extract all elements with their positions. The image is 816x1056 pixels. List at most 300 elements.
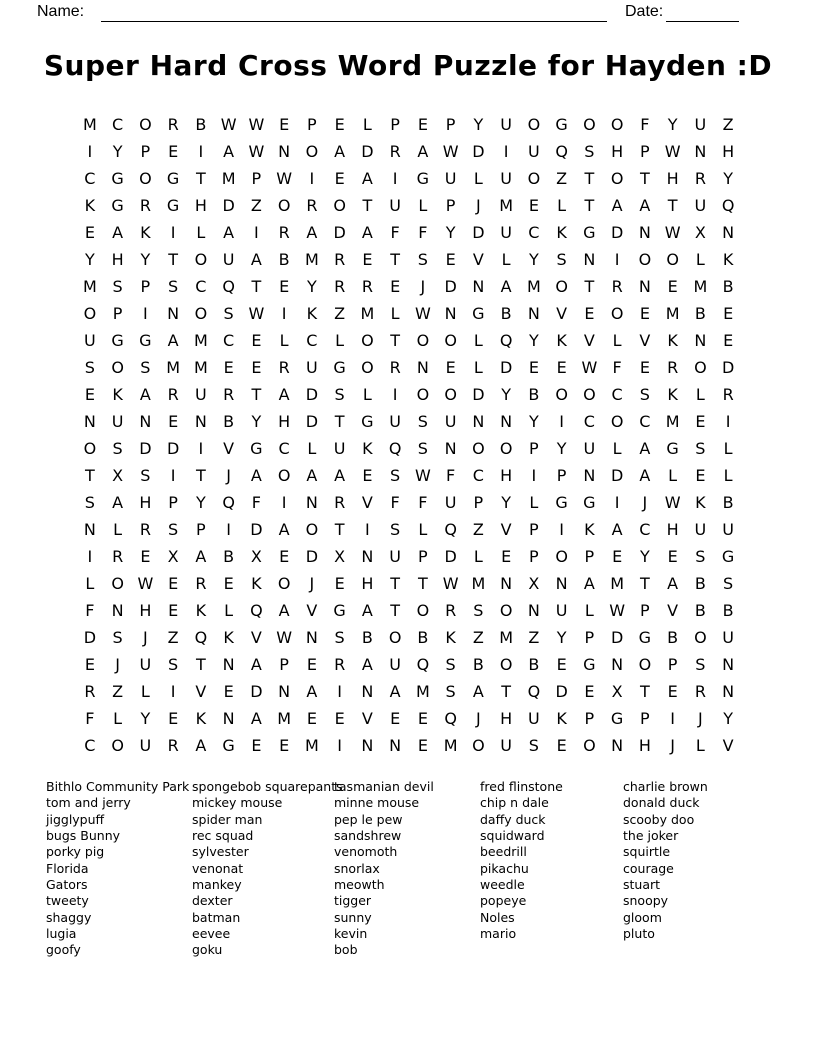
grid-letter: S xyxy=(390,466,401,486)
name-label: Name: xyxy=(37,3,85,20)
grid-letter: W xyxy=(664,222,681,242)
grid-letter: R xyxy=(694,168,706,188)
grid-letter: E xyxy=(279,547,290,567)
grid-letter: R xyxy=(611,276,623,296)
grid-letter: O xyxy=(583,736,596,756)
grid-letter: O xyxy=(610,168,624,188)
grid-letter: F xyxy=(390,222,400,242)
grid-letter: D xyxy=(610,466,624,486)
grid-letter: R xyxy=(278,222,290,242)
date-label: Date: xyxy=(625,3,664,20)
grid-letter: Y xyxy=(556,628,567,648)
grid-letter: O xyxy=(527,114,541,134)
grid-letter: I xyxy=(503,141,509,161)
grid-letter: M xyxy=(499,195,514,215)
word-list-item: donald duck xyxy=(623,795,700,811)
grid-letter: G xyxy=(333,601,346,621)
grid-letter: L xyxy=(723,466,733,486)
grid-letter: L xyxy=(113,520,123,540)
grid-letter: P xyxy=(473,493,484,513)
grid-letter: Y xyxy=(251,411,262,431)
grid-letter: H xyxy=(611,141,624,161)
grid-letter: D xyxy=(610,222,624,242)
grid-letter: N xyxy=(194,411,207,431)
grid-letter: O xyxy=(83,439,97,458)
grid-letter: K xyxy=(556,330,567,350)
grid-letter: O xyxy=(139,168,152,188)
grid-letter: B xyxy=(500,303,512,323)
grid-letter: E xyxy=(445,357,456,377)
grid-letter: O xyxy=(416,384,430,404)
grid-letter: U xyxy=(139,655,152,675)
grid-letter: Y xyxy=(528,411,539,431)
grid-letter: F xyxy=(418,493,428,513)
grid-letter: O xyxy=(694,357,707,377)
grid-letter: X xyxy=(112,466,124,486)
grid-letter: Y xyxy=(195,493,206,513)
grid-letter: B xyxy=(694,574,706,594)
grid-letter: T xyxy=(417,574,428,594)
grid-letter: F xyxy=(446,466,456,486)
grid-letter: N xyxy=(611,736,624,756)
grid-letter: H xyxy=(500,466,513,486)
grid-letter: I xyxy=(254,222,259,242)
grid-letter: S xyxy=(112,276,123,296)
word-list-item: shaggy xyxy=(46,909,92,925)
grid-letter: I xyxy=(87,547,93,567)
grid-letter: E xyxy=(667,547,678,567)
grid-letter: U xyxy=(500,168,512,188)
grid-letter: A xyxy=(223,141,235,161)
grid-letter: T xyxy=(195,466,206,486)
grid-letter: P xyxy=(556,466,567,486)
grid-letter: R xyxy=(389,357,401,377)
word-list-item: sylvester xyxy=(192,844,249,860)
grid-letter: P xyxy=(584,628,595,648)
grid-letter: O xyxy=(139,114,152,134)
grid-letter: T xyxy=(390,601,401,621)
grid-letter: P xyxy=(112,303,123,323)
grid-letter: T xyxy=(195,168,206,188)
grid-letter: R xyxy=(722,384,734,404)
grid-letter: J xyxy=(698,709,703,729)
grid-letter: N xyxy=(611,655,624,675)
grid-letter: I xyxy=(226,520,231,540)
grid-letter: S xyxy=(417,411,428,431)
grid-letter: E xyxy=(251,736,262,756)
grid-letter: U xyxy=(500,222,512,242)
grid-letter: J xyxy=(309,574,315,594)
grid-letter: U xyxy=(444,411,457,431)
grid-letter: H xyxy=(194,195,207,215)
grid-letter: O xyxy=(194,303,208,323)
grid-letter: Q xyxy=(250,601,263,621)
grid-letter: R xyxy=(306,195,318,215)
grid-letter: X xyxy=(611,682,623,702)
word-list-item: tasmanian devil xyxy=(334,779,434,794)
grid-letter: G xyxy=(166,195,180,215)
grid-letter: A xyxy=(334,141,346,161)
grid-letter: E xyxy=(556,736,567,756)
grid-letter: C xyxy=(195,276,207,296)
grid-letter: E xyxy=(168,574,179,594)
grid-letter: S xyxy=(556,249,567,269)
grid-letter: R xyxy=(139,520,151,540)
grid-letter: G xyxy=(610,709,624,729)
grid-letter: O xyxy=(305,520,319,540)
grid-letter: F xyxy=(390,493,400,513)
grid-letter: R xyxy=(195,574,207,594)
grid-letter: T xyxy=(195,655,206,675)
word-list-column xyxy=(480,779,563,942)
grid-letter: A xyxy=(278,384,290,404)
grid-letter: S xyxy=(445,655,456,675)
grid-letter: A xyxy=(389,682,401,702)
grid-letter: D xyxy=(444,276,457,296)
grid-letter: J xyxy=(420,276,426,296)
name-blank-line xyxy=(101,0,607,22)
grid-letter: G xyxy=(555,493,568,513)
grid-letter: Y xyxy=(528,249,539,269)
grid-letter: G xyxy=(222,736,235,756)
grid-letter: E xyxy=(528,195,539,215)
grid-letter: P xyxy=(140,141,151,161)
grid-letter: Q xyxy=(527,682,541,702)
grid-letter: S xyxy=(334,384,345,404)
grid-letter: L xyxy=(279,330,289,350)
grid-letter: J xyxy=(143,628,148,648)
word-list-item: venonat xyxy=(192,860,244,876)
grid-letter: P xyxy=(279,655,289,675)
grid-letter: L xyxy=(473,357,483,377)
grid-letter: E xyxy=(556,357,567,377)
grid-letter: P xyxy=(529,439,539,458)
grid-letter: O xyxy=(583,384,596,404)
grid-letter: M xyxy=(304,736,319,756)
grid-letter: C xyxy=(84,168,96,188)
grid-letter: H xyxy=(139,601,152,621)
grid-letter: D xyxy=(83,628,97,648)
grid-letter: R xyxy=(112,547,124,567)
grid-letter: P xyxy=(640,709,650,729)
grid-letter: C xyxy=(278,439,290,458)
grid-letter: B xyxy=(361,628,373,648)
grid-letter: E xyxy=(723,330,734,350)
grid-letter: O xyxy=(333,195,346,215)
word-list-item: spongebob squarepants xyxy=(192,779,343,794)
grid-letter: W xyxy=(414,303,431,323)
word-list-item: fred flinstone xyxy=(480,779,563,794)
word-list-item: Noles xyxy=(480,909,515,925)
grid-letter: V xyxy=(472,249,484,269)
grid-letter: W xyxy=(276,168,293,188)
grid-letter: K xyxy=(556,222,567,242)
word-list xyxy=(46,779,786,964)
grid-letter: L xyxy=(140,682,150,702)
grid-letter: G xyxy=(666,439,679,458)
grid-letter: M xyxy=(499,628,514,648)
grid-letter: E xyxy=(639,357,650,377)
grid-letter: V xyxy=(361,493,373,513)
grid-letter: U xyxy=(583,439,596,458)
grid-letter: P xyxy=(418,547,428,567)
grid-letter: R xyxy=(334,493,346,513)
grid-letter: A xyxy=(306,222,318,242)
grid-letter: L xyxy=(473,547,483,567)
grid-letter: J xyxy=(670,736,675,756)
word-list-item: Florida xyxy=(46,860,89,876)
grid-letter: P xyxy=(168,493,178,513)
grid-letter: A xyxy=(223,222,235,242)
grid-letter: E xyxy=(251,330,262,350)
grid-letter: Z xyxy=(472,520,484,540)
grid-letter: P xyxy=(445,195,456,215)
grid-letter: D xyxy=(250,682,263,702)
grid-letter: A xyxy=(195,547,207,567)
grid-letter: J xyxy=(642,493,648,513)
grid-letter: P xyxy=(140,276,151,296)
grid-letter: D xyxy=(444,547,457,567)
grid-letter: S xyxy=(168,276,179,296)
grid-letter: J xyxy=(476,709,481,729)
grid-letter: M xyxy=(193,357,208,377)
grid-letter: T xyxy=(584,168,595,188)
grid-letter: H xyxy=(278,411,291,431)
grid-letter: D xyxy=(610,628,624,648)
word-list-column xyxy=(192,779,343,959)
grid-letter: N xyxy=(416,357,429,377)
word-list-item: goofy xyxy=(46,942,81,958)
grid-letter: E xyxy=(168,709,179,729)
word-list-item: Gators xyxy=(46,877,88,893)
grid-letter: C xyxy=(639,520,651,540)
grid-letter: A xyxy=(250,709,262,729)
grid-letter: N xyxy=(722,682,735,702)
grid-letter: W xyxy=(248,141,265,161)
grid-letter: Y xyxy=(84,249,95,269)
word-list-item: mickey mouse xyxy=(192,795,283,811)
grid-letter: O xyxy=(277,574,291,594)
grid-letter: O xyxy=(666,249,679,269)
grid-letter: D xyxy=(499,357,513,377)
word-list-item: snoopy xyxy=(623,893,669,909)
grid-letter: J xyxy=(476,195,481,215)
grid-letter: I xyxy=(531,466,537,486)
grid-letter: G xyxy=(416,168,430,188)
grid-letter: O xyxy=(361,330,374,350)
grid-letter: W xyxy=(664,141,681,161)
grid-letter: C xyxy=(306,330,318,350)
grid-letter: T xyxy=(251,276,262,296)
grid-letter: U xyxy=(444,168,457,188)
grid-letter: Y xyxy=(667,114,678,134)
grid-letter: S xyxy=(473,601,484,621)
word-list-item: lugia xyxy=(46,926,77,942)
grid-letter: I xyxy=(392,384,398,404)
grid-letter: T xyxy=(84,466,95,486)
grid-letter: A xyxy=(361,168,373,188)
grid-letter: Z xyxy=(112,682,124,702)
grid-letter: T xyxy=(168,249,179,269)
word-list-item: beedrill xyxy=(480,844,527,860)
grid-letter: V xyxy=(667,601,679,621)
word-list-item: mankey xyxy=(192,877,242,893)
grid-letter: E xyxy=(334,709,345,729)
grid-letter: I xyxy=(337,682,342,702)
grid-letter: E xyxy=(556,655,567,675)
grid-letter: A xyxy=(139,384,151,404)
word-list-item: sunny xyxy=(334,909,372,925)
grid-letter: K xyxy=(362,439,373,458)
grid-letter: R xyxy=(334,655,346,675)
grid-letter: T xyxy=(334,520,345,540)
grid-letter: P xyxy=(307,114,317,134)
word-list-item: pluto xyxy=(623,926,655,942)
grid-letter: M xyxy=(304,249,319,269)
grid-letter: W xyxy=(248,114,265,134)
grid-letter: L xyxy=(196,222,206,242)
grid-letter: Q xyxy=(222,276,235,296)
grid-letter: W xyxy=(220,114,237,134)
grid-letter: D xyxy=(222,195,235,215)
grid-letter: U xyxy=(722,628,734,648)
grid-letter: W xyxy=(581,357,598,377)
grid-letter: U xyxy=(222,249,235,269)
grid-letter: S xyxy=(84,493,95,513)
grid-letter: M xyxy=(693,276,708,296)
word-list-item: spider man xyxy=(192,811,263,827)
grid-letter: R xyxy=(167,736,179,756)
grid-letter: T xyxy=(362,195,373,215)
grid-letter: C xyxy=(528,222,540,242)
word-list-item: bugs Bunny xyxy=(46,828,121,844)
grid-letter: H xyxy=(111,249,124,269)
word-list-item: dexter xyxy=(192,893,233,909)
grid-letter: Z xyxy=(167,628,179,648)
grid-letter: H xyxy=(139,493,152,513)
grid-letter: O xyxy=(111,357,124,377)
grid-letter: N xyxy=(500,411,513,431)
grid-letter: I xyxy=(170,466,176,486)
grid-letter: E xyxy=(390,276,401,296)
grid-letter: U xyxy=(694,114,707,134)
grid-letter: O xyxy=(499,601,513,621)
grid-letter: O xyxy=(555,547,568,567)
grid-letter: U xyxy=(528,709,540,729)
grid-letter: S xyxy=(334,628,345,648)
grid-letter: Z xyxy=(722,114,734,134)
grid-letter: G xyxy=(166,168,180,188)
grid-letter: N xyxy=(583,249,596,269)
grid-letter: A xyxy=(334,466,346,486)
grid-letter: I xyxy=(614,493,620,513)
grid-letter: T xyxy=(584,195,595,215)
grid-letter: G xyxy=(721,547,735,567)
grid-letter: O xyxy=(472,439,485,458)
grid-letter: A xyxy=(667,574,679,594)
grid-letter: K xyxy=(695,493,706,513)
grid-letter: Q xyxy=(499,330,513,350)
grid-letter: K xyxy=(140,222,151,242)
grid-letter: Y xyxy=(501,384,512,404)
grid-letter: N xyxy=(472,411,485,431)
grid-letter: E xyxy=(695,411,706,431)
grid-letter: V xyxy=(195,682,207,702)
word-list-column xyxy=(46,779,189,959)
grid-letter: Y xyxy=(445,222,456,242)
grid-letter: N xyxy=(444,303,457,323)
grid-letter: U xyxy=(389,547,401,567)
grid-letter: S xyxy=(417,249,428,269)
grid-letter: E xyxy=(306,709,317,729)
grid-letter: N xyxy=(361,682,374,702)
word-list-column xyxy=(334,779,434,959)
grid-letter: V xyxy=(306,601,318,621)
grid-letter: A xyxy=(361,601,373,621)
grid-letter: C xyxy=(611,384,623,404)
grid-letter: K xyxy=(223,628,234,648)
grid-letter: R xyxy=(361,276,373,296)
puzzle-title: Super Hard Cross Word Puzzle for Hayden :D xyxy=(43,49,773,82)
grid-letter: M xyxy=(166,357,181,377)
grid-letter: T xyxy=(334,411,345,431)
grid-letter: N xyxy=(361,736,374,756)
grid-letter: O xyxy=(610,114,624,134)
grid-letter: G xyxy=(583,222,596,242)
grid-letter: N xyxy=(555,574,568,594)
grid-letter: E xyxy=(84,384,95,404)
grid-letter: L xyxy=(85,574,95,594)
grid-letter: E xyxy=(168,141,179,161)
grid-letter: D xyxy=(361,141,374,161)
grid-letter: N xyxy=(722,222,735,242)
grid-letter: U xyxy=(722,520,734,540)
grid-letter: L xyxy=(557,195,567,215)
word-list-item: goku xyxy=(192,942,223,958)
word-list-item: pikachu xyxy=(480,860,529,876)
grid-letter: E xyxy=(306,655,317,675)
grid-letter: E xyxy=(528,357,539,377)
grid-letter: B xyxy=(694,601,706,621)
grid-letter: G xyxy=(250,439,263,458)
grid-letter: L xyxy=(335,330,345,350)
word-list-item: tom and jerry xyxy=(46,795,131,811)
word-list-item: squirtle xyxy=(623,844,671,860)
grid-letter: M xyxy=(471,574,486,594)
grid-letter: I xyxy=(670,709,675,729)
grid-letter: O xyxy=(111,736,124,756)
grid-letter: D xyxy=(305,547,319,567)
grid-letter: G xyxy=(139,330,152,350)
grid-letter: C xyxy=(639,411,651,431)
grid-letter: S xyxy=(639,384,650,404)
grid-letter: T xyxy=(501,682,512,702)
grid-letter: N xyxy=(222,655,235,675)
grid-letter: I xyxy=(559,411,564,431)
grid-letter: E xyxy=(445,249,456,269)
grid-letter: I xyxy=(87,141,93,161)
word-list-item: jigglypuff xyxy=(46,811,105,827)
word-list-item: chip n dale xyxy=(480,795,549,811)
grid-letter: S xyxy=(112,628,123,648)
word-list-column xyxy=(623,779,708,942)
grid-letter: S xyxy=(112,439,123,458)
grid-letter: W xyxy=(414,466,431,486)
grid-letter: E xyxy=(417,114,428,134)
grid-letter: A xyxy=(611,195,623,215)
word-list-item: Bithlo Community Park xyxy=(46,779,190,794)
grid-letter: O xyxy=(499,439,513,458)
